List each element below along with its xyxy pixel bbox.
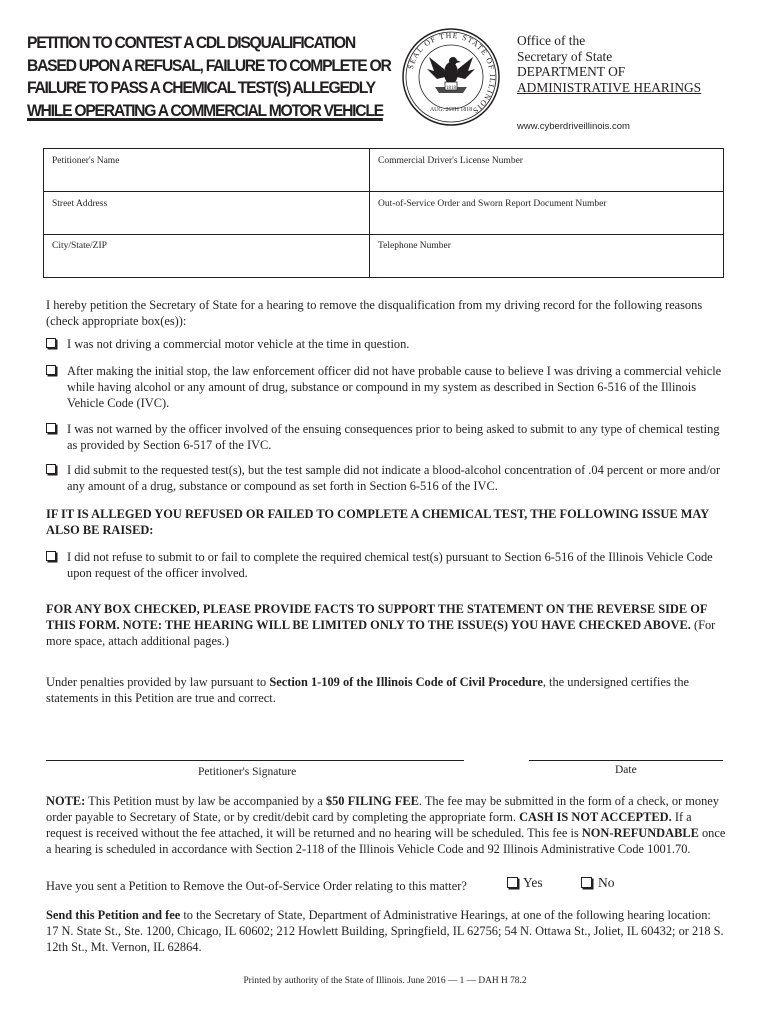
seal-year: 1818 [446,86,456,91]
box-note [46,601,722,649]
reason-text-4: I did submit to the requested test(s), but the test sample did not indicate a blood-alcohol concentration of .04 percent or more and/or any amount of a drug, substance or compound as set forth in Section 6-516 of the IVC. [67,463,721,493]
title-line-4: WHILE OPERATING A COMMERCIAL MOTOR VEHICLE [27,101,383,120]
city-state-zip-field[interactable]: City/State/ZIP [52,241,107,251]
table-rule [44,191,723,192]
petitioner-info-table [43,148,724,278]
date-label: Date [615,764,637,776]
office-line-2: Secretary of State [517,48,613,64]
penalty-text-bold: Section 1-109 of the Illinois Code of Civil Procedure [269,675,543,689]
office-line-4: ADMINISTRATIVE HEARINGS [517,79,702,95]
reason-checkbox-1[interactable] [46,338,56,348]
note-nonrefundable: NON-REFUNDABLE [581,826,699,840]
note-label: NOTE: [46,794,86,808]
title-line-2: BASED UPON A REFUSAL, FAILURE TO COMPLETE OR [27,56,391,75]
title-line-3: FAILURE TO PASS A CHEMICAL TEST(S) ALLEGEDLY [27,79,375,97]
note-fee: $50 FILING FEE [325,794,419,808]
reason-text-3: I was not warned by the officer involved of the ensuing consequences prior to being asked to submit to any type of chemical testing as provided by Section 6-517 of the IVC. [67,422,720,452]
reason-checkbox-2[interactable] [46,365,56,375]
signature-label: Petitioner's Signature [198,766,297,778]
box-note-rest: (For more space, attach additional pages.) [46,618,716,648]
penalty-text-pre: Under penalties provided by law pursuant to [46,675,270,689]
title-line-1: PETITION TO CONTEST A CDL DISQUALIFICATION [27,34,355,52]
cdl-number-field[interactable]: Commercial Driver's License Number [378,156,523,166]
yes-checkbox[interactable] [507,877,518,888]
note-text-2: . The fee may be submitted in the form of a check, or money order payable to Secretary of State, or by credit/debit card by completing the appropriate form. [46,794,720,824]
refused-heading: IF IT IS ALLEGED YOU REFUSED OR FAILED TO COMPLETE A CHEMICAL TEST, THE FOLLOWING ISSUE MAY ALSO BE RAISED: [46,507,709,537]
state-seal-icon [401,27,501,127]
reason-checkbox-3[interactable] [46,423,56,433]
note-text-1: This Petition must by law be accompanied by a [85,794,326,808]
oos-question: Have you sent a Petition to Remove the Out-of-Service Order relating to this matter? [46,879,467,893]
fee-note [46,793,726,857]
oos-order-field[interactable]: Out-of-Service Order and Sworn Report Document Number [378,199,607,209]
intro-text: I hereby petition the Secretary of State for a hearing to remove the disqualification from my driving record for the following reasons (check appropriate box(es)): [46,298,703,328]
send-rest: to the Secretary of State, Department of Administrative Hearings, at one of the following hearing location: 17 N. State St., Ste. 1200, Chicago, IL 60602; 212 Howlett Building, Springfield, IL 62756; 54 N. Ottawa St., Joliet, IL 60432; or 218 S. 12th St., Mt. Vernon, IL 62864. [46,908,724,954]
table-rule [44,234,723,235]
no-checkbox[interactable] [581,877,592,888]
office-line-3: DEPARTMENT OF [517,64,626,79]
table-divider [369,149,370,277]
date-line[interactable] [529,760,723,761]
seal-ring-text: SEAL OF THE STATE OF ILLINOIS [405,30,498,116]
refused-reason-text: I did not refuse to submit to or fail to complete the required chemical test(s) pursuant to Section 6-516 of the Illinois Vehicle Code upon request of the officer involved. [67,550,713,580]
note-text-4: once a hearing is scheduled in accordance with Section 2-118 of the Illinois Vehicle Code and 92 Illinois Administrative Code 1001.70. [46,826,726,856]
refused-checkbox[interactable] [46,551,56,561]
petitioner-name-field[interactable]: Petitioner's Name [52,156,120,166]
website-link[interactable]: www.cyberdriveillinois.com [517,121,630,132]
reason-text-1: I was not driving a commercial motor vehicle at the time in question. [67,337,410,351]
penalty-statement [46,674,722,706]
yes-label: Yes [523,875,543,890]
telephone-field[interactable]: Telephone Number [378,241,451,251]
office-line-1: Office of the [517,33,586,48]
footer: Printed by authority of the State of Illinois. June 2016 — 1 — DAH H 78.2 [243,976,527,986]
box-note-bold: FOR ANY BOX CHECKED, PLEASE PROVIDE FACTS TO SUPPORT THE STATEMENT ON THE REVERSE SIDE OF THIS FORM. NOTE: THE HEARING WILL BE LIMITED ONLY TO THE ISSUE(S) YOU HAVE CHECKED ABOVE. [46,602,707,632]
signature-line[interactable] [46,760,464,761]
note-cash: CASH IS NOT ACCEPTED. [519,810,672,824]
send-instructions [46,907,726,955]
seal-date: AUG. 26TH 1818 [429,107,473,113]
form-title [27,32,399,122]
no-label: No [598,875,615,890]
office-block [517,33,701,95]
note-text-3: If a request is received without the fee attached, it will be returned and no hearing will be scheduled. This fee is [46,810,692,840]
send-bold: Send this Petition and fee [46,908,181,922]
penalty-text-post: , the undersigned certifies the statements in this Petition are true and correct. [46,675,690,705]
reason-checkbox-4[interactable] [46,464,56,474]
reason-text-2: After making the initial stop, the law enforcement officer did not have probable cause to believe I was driving a commercial vehicle while having alcohol or any amount of drug, substance or compound in my system as described in Section 6-516 of the Illinois Vehicle Code (IVC). [67,364,722,410]
street-address-field[interactable]: Street Address [52,199,108,209]
